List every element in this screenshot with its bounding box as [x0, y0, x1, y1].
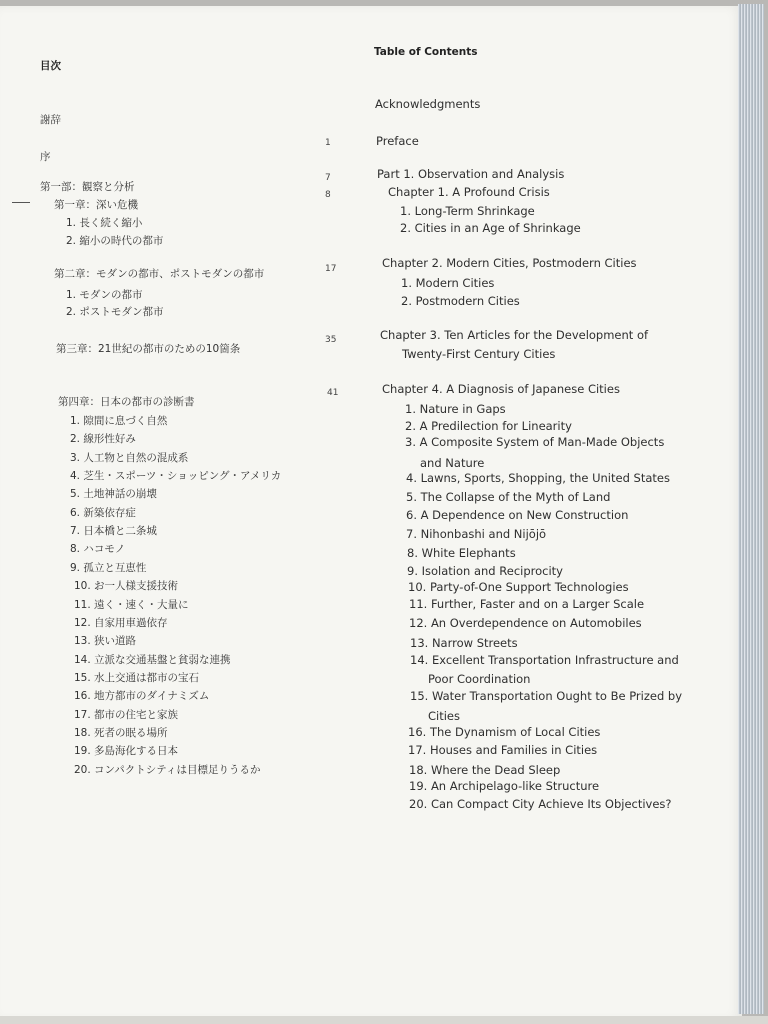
jp-preface: 序: [40, 151, 51, 163]
en-chapter1-item: 2. Cities in an Age of Shrinkage: [400, 221, 581, 235]
jp-chapter4: 第四章：日本の都市の診断書: [58, 396, 195, 408]
en-chapter2: Chapter 2. Modern Cities, Postmodern Cities: [382, 256, 637, 270]
en-chapter4-item: 14. Excellent Transportation Infrastructure and: [410, 653, 679, 667]
page-number-chapter1: 8: [325, 190, 331, 200]
jp-chapter4-item: 2. 線形性好み: [70, 433, 136, 445]
jp-chapter4-item: 16. 地方都市のダイナミズム: [74, 690, 210, 702]
jp-chapter4-item: 19. 多島海化する日本: [74, 745, 179, 757]
en-chapter4-item: 2. A Predilection for Linearity: [405, 419, 572, 433]
en-chapter4-item-continued: and Nature: [420, 456, 485, 470]
en-chapter4-item: 15. Water Transportation Ought to Be Prized by: [410, 689, 683, 703]
jp-part1: 第一部：観察と分析: [40, 181, 135, 193]
en-chapter4-item: 9. Isolation and Reciprocity: [407, 564, 563, 578]
page-edges: [738, 4, 764, 1014]
jp-acknowledgments: 謝辞: [40, 114, 61, 126]
jp-chapter4-item: 18. 死者の眠る場所: [74, 727, 168, 739]
jp-chapter4-item: 12. 自家用車過依存: [74, 617, 168, 629]
en-chapter2-item: 1. Modern Cities: [401, 276, 495, 290]
jp-chapter4-item: 6. 新築依存症: [70, 507, 136, 519]
en-chapter4-item: 5. The Collapse of the Myth of Land: [406, 490, 611, 504]
en-acknowledgments: Acknowledgments: [375, 97, 481, 111]
jp-chapter4-item: 17. 都市の住宅と家族: [74, 709, 179, 721]
en-chapter4-item-continued: Poor Coordination: [428, 672, 531, 686]
jp-chapter4-item: 11. 遠く・速く・大量に: [74, 599, 189, 611]
next-page-strip: [0, 1016, 768, 1024]
jp-chapter4-item: 9. 孤立と互恵性: [70, 562, 147, 574]
jp-chapter2: 第二章：モダンの都市、ポストモダンの都市: [54, 268, 265, 280]
en-chapter4-item: 12. An Overdependence on Automobiles: [409, 616, 642, 630]
page-number-part1: 7: [325, 173, 331, 183]
jp-chapter4-item: 4. 芝生・スポーツ・ショッピング・アメリカ: [70, 470, 282, 482]
jp-chapter4-item: 3. 人工物と自然の混成系: [70, 452, 189, 464]
jp-chapter1-item: 2. 縮小の時代の都市: [66, 235, 164, 247]
en-chapter4: Chapter 4. A Diagnosis of Japanese Cities: [382, 382, 620, 396]
jp-chapter4-item: 10. お一人様支援技術: [74, 580, 179, 592]
en-chapter4-item: 11. Further, Faster and on a Larger Scale: [409, 597, 645, 611]
jp-chapter4-item: 1. 隙間に息づく自然: [70, 415, 168, 427]
en-chapter4-item: 6. A Dependence on New Construction: [406, 508, 629, 522]
en-chapter4-item: 18. Where the Dead Sleep: [409, 763, 561, 777]
page-number-chapter2: 17: [325, 264, 337, 274]
page-number-chapter3: 35: [325, 335, 337, 345]
jp-chapter4-item: 20. コンパクトシティは目標足りうるか: [74, 764, 261, 776]
jp-chapter4-item: 5. 土地神話の崩壊: [70, 488, 157, 500]
jp-chapter4-item: 14. 立派な交通基盤と貧弱な連携: [74, 654, 231, 666]
en-toc-heading: Table of Contents: [374, 46, 478, 58]
en-chapter4-item: 10. Party-of-One Support Technologies: [408, 580, 629, 594]
jp-chapter3: 第三章：21世紀の都市のための10箇条: [56, 343, 241, 355]
en-chapter1: Chapter 1. A Profound Crisis: [388, 185, 550, 199]
en-chapter4-item: 3. A Composite System of Man-Made Objects: [405, 435, 665, 449]
jp-chapter1-item: 1. 長く続く縮小: [66, 217, 143, 229]
en-chapter1-item: 1. Long-Term Shrinkage: [400, 204, 535, 218]
en-part1: Part 1. Observation and Analysis: [377, 167, 565, 181]
en-chapter4-item: 8. White Elephants: [407, 546, 516, 560]
jp-chapter4-item: 7. 日本橋と二条城: [70, 525, 157, 537]
en-chapter3-continued: Twenty-First Century Cities: [402, 347, 556, 361]
jp-toc-heading: 目次: [40, 60, 61, 72]
en-chapter4-item: 4. Lawns, Sports, Shopping, the United States: [406, 471, 670, 485]
jp-chapter1: 第一章：深い危機: [54, 199, 138, 211]
jp-chapter4-item: 8. ハコモノ: [70, 543, 126, 555]
en-chapter4-item: 19. An Archipelago-like Structure: [409, 779, 600, 793]
en-chapter4-item: 1. Nature in Gaps: [405, 402, 506, 416]
en-chapter4-item: 17. Houses and Families in Cities: [408, 743, 598, 757]
en-chapter2-item: 2. Postmodern Cities: [401, 294, 520, 308]
en-chapter3: Chapter 3. Ten Articles for the Development of: [380, 328, 649, 342]
en-chapter4-item: 13. Narrow Streets: [410, 636, 518, 650]
page-number-preface: 1: [325, 138, 331, 148]
en-chapter4-item: 16. The Dynamism of Local Cities: [408, 725, 601, 739]
en-preface: Preface: [376, 134, 419, 148]
en-chapter4-item: 20. Can Compact City Achieve Its Objectives?: [409, 797, 672, 811]
pencil-mark: [12, 202, 30, 203]
jp-chapter4-item: 13. 狭い道路: [74, 635, 137, 647]
en-chapter4-item-continued: Cities: [428, 709, 460, 723]
jp-chapter2-item: 2. ポストモダン都市: [66, 306, 164, 318]
jp-chapter2-item: 1. モダンの都市: [66, 289, 143, 301]
page-number-chapter4: 41: [327, 388, 339, 398]
en-chapter4-item: 7. Nihonbashi and Nijōjō: [406, 527, 547, 541]
jp-chapter4-item: 15. 水上交通は都市の宝石: [74, 672, 200, 684]
